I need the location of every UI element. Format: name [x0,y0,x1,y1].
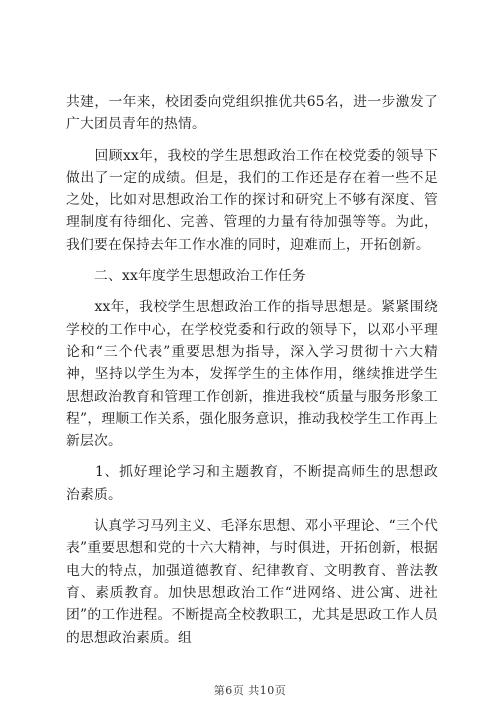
subsection-heading: 1、抓好理论学习和主题教育，不断提高师生的思想政治素质。 [66,464,438,503]
document-body [66,91,438,649]
section-heading: 二、xx年度学生思想政治工作任务 [66,268,306,285]
page-number-footer: 第6页 共10页 [213,684,287,697]
paragraph-guiding-ideology: xx年，我校学生思想政治工作的指导思想是。紧紧围绕学校的工作中心，在学校党委和行政的领导下，以邓小平理论和“三个代表”重要思想为指导，深入学习贯彻十六大精神，坚持以学生为本，发挥学生的主体作用，继续推进学生思想政治教育和管理工作创新，推进我校“质量与服务形象工程”，理顺工作关系，强化服务意识，推动我校学生工作再上新层次。 [66,299,438,450]
paragraph-review: 回顾xx年，我校的学生思想政治工作在校党委的领导下做出了一定的成绩。但是，我们的工作还是存在着一些不足之处，比如对思想政治工作的探讨和研究上不够有深度、管理制度有待细化、完善、管理的力量有待加强等等。为此，我们要在保持去年工作水准的同时，迎难而上，开拓创新。 [66,147,438,253]
paragraph-recruitment: 共建，一年来，校团委向党组织推优共65名，进一步激发了广大团员青年的热情。 [66,94,438,133]
paragraph-study: 认真学习马列主义、毛泽东思想、邓小平理论、“三个代表”重要思想和党的十六大精神，与时俱进，开拓创新，根据电大的特点，加强道德教育、纪律教育、文明教育、普法教育、素质教育。加快思想政治工作“进网络、进公寓、进社团”的工作进程。不断提高全校教职工，尤其是思政工作人员的思想政治素质。组 [66,518,438,646]
